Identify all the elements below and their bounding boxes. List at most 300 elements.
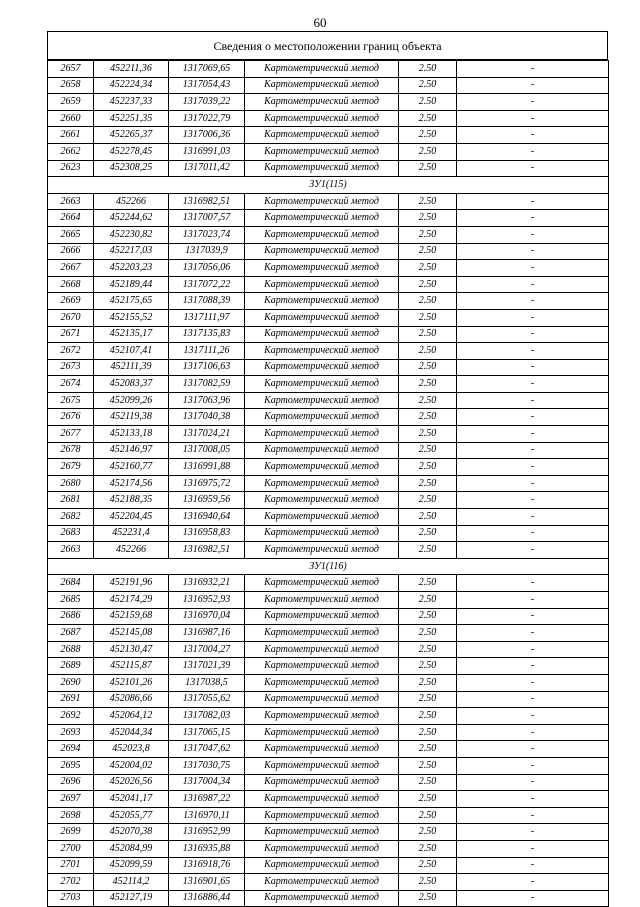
table-row [48, 276, 609, 293]
table-row [48, 542, 609, 559]
x-coordinate-cell: 452308,25 [94, 160, 169, 177]
accuracy-cell: 2.50 [399, 127, 457, 144]
description-cell: - [457, 674, 609, 691]
method-cell: Картометрический метод [245, 791, 399, 808]
method-cell: Картометрический метод [245, 359, 399, 376]
point-number-cell: 2666 [48, 243, 94, 260]
point-number-cell: 2697 [48, 791, 94, 808]
x-coordinate-cell: 452224,34 [94, 77, 169, 94]
accuracy-cell: 2.50 [399, 774, 457, 791]
table-row [48, 459, 609, 476]
method-cell: Картометрический метод [245, 426, 399, 443]
method-cell: Картометрический метод [245, 691, 399, 708]
accuracy-cell: 2.50 [399, 61, 457, 78]
method-cell: Картометрический метод [245, 658, 399, 675]
table-row [48, 376, 609, 393]
method-cell: Картометрический метод [245, 110, 399, 127]
y-coordinate-cell: 1317021,39 [169, 658, 245, 675]
accuracy-cell: 2.50 [399, 359, 457, 376]
table-row [48, 492, 609, 509]
point-number-cell: 2695 [48, 757, 94, 774]
description-cell: - [457, 857, 609, 874]
y-coordinate-cell: 1316970,11 [169, 807, 245, 824]
accuracy-cell: 2.50 [399, 625, 457, 642]
description-cell: - [457, 426, 609, 443]
y-coordinate-cell: 1317039,22 [169, 94, 245, 111]
method-cell: Картометрический метод [245, 392, 399, 409]
x-coordinate-cell: 452064,12 [94, 708, 169, 725]
point-number-cell: 2689 [48, 658, 94, 675]
accuracy-cell: 2.50 [399, 94, 457, 111]
point-number-cell: 2662 [48, 143, 94, 160]
description-cell: - [457, 343, 609, 360]
description-cell: - [457, 542, 609, 559]
table-row [48, 724, 609, 741]
x-coordinate-cell: 452278,45 [94, 143, 169, 160]
table-row [48, 426, 609, 443]
y-coordinate-cell: 1317063,96 [169, 392, 245, 409]
description-cell: - [457, 724, 609, 741]
method-cell: Картометрический метод [245, 774, 399, 791]
y-coordinate-cell: 1317055,62 [169, 691, 245, 708]
description-cell: - [457, 210, 609, 227]
method-cell: Картометрический метод [245, 674, 399, 691]
x-coordinate-cell: 452083,37 [94, 376, 169, 393]
table-row [48, 392, 609, 409]
y-coordinate-cell: 1317065,15 [169, 724, 245, 741]
x-coordinate-cell: 452188,35 [94, 492, 169, 509]
point-number-cell: 2691 [48, 691, 94, 708]
description-cell: - [457, 226, 609, 243]
point-number-cell: 2680 [48, 475, 94, 492]
accuracy-cell: 2.50 [399, 525, 457, 542]
x-coordinate-cell: 452230,82 [94, 226, 169, 243]
description-cell: - [457, 392, 609, 409]
description-cell: - [457, 143, 609, 160]
point-number-cell: 2688 [48, 641, 94, 658]
x-coordinate-cell: 452070,38 [94, 824, 169, 841]
y-coordinate-cell: 1317082,03 [169, 708, 245, 725]
accuracy-cell: 2.50 [399, 293, 457, 310]
table-row [48, 309, 609, 326]
point-number-cell: 2696 [48, 774, 94, 791]
description-cell: - [457, 575, 609, 592]
table-row [48, 890, 609, 907]
y-coordinate-cell: 1317030,75 [169, 757, 245, 774]
accuracy-cell: 2.50 [399, 243, 457, 260]
method-cell: Картометрический метод [245, 343, 399, 360]
method-cell: Картометрический метод [245, 857, 399, 874]
accuracy-cell: 2.50 [399, 426, 457, 443]
x-coordinate-cell: 452211,36 [94, 61, 169, 78]
accuracy-cell: 2.50 [399, 674, 457, 691]
description-cell: - [457, 260, 609, 277]
y-coordinate-cell: 1316958,83 [169, 525, 245, 542]
coordinates-table-body [48, 61, 609, 907]
table-row [48, 674, 609, 691]
method-cell: Картометрический метод [245, 326, 399, 343]
x-coordinate-cell: 452231,4 [94, 525, 169, 542]
accuracy-cell: 2.50 [399, 210, 457, 227]
accuracy-cell: 2.50 [399, 691, 457, 708]
point-number-cell: 2658 [48, 77, 94, 94]
point-number-cell: 2693 [48, 724, 94, 741]
x-coordinate-cell: 452041,17 [94, 791, 169, 808]
point-number-cell: 2686 [48, 608, 94, 625]
description-cell: - [457, 509, 609, 526]
y-coordinate-cell: 1316991,03 [169, 143, 245, 160]
method-cell: Картометрический метод [245, 94, 399, 111]
point-number-cell: 2679 [48, 459, 94, 476]
x-coordinate-cell: 452107,41 [94, 343, 169, 360]
description-cell: - [457, 276, 609, 293]
method-cell: Картометрический метод [245, 641, 399, 658]
point-number-cell: 2702 [48, 874, 94, 891]
accuracy-cell: 2.50 [399, 575, 457, 592]
method-cell: Картометрический метод [245, 840, 399, 857]
table-row [48, 210, 609, 227]
description-cell: - [457, 293, 609, 310]
x-coordinate-cell: 452266 [94, 542, 169, 559]
accuracy-cell: 2.50 [399, 475, 457, 492]
method-cell: Картометрический метод [245, 509, 399, 526]
y-coordinate-cell: 1317088,39 [169, 293, 245, 310]
y-coordinate-cell: 1317004,27 [169, 641, 245, 658]
x-coordinate-cell: 452244,62 [94, 210, 169, 227]
description-cell: - [457, 658, 609, 675]
x-coordinate-cell: 452101,26 [94, 674, 169, 691]
method-cell: Картометрический метод [245, 459, 399, 476]
accuracy-cell: 2.50 [399, 226, 457, 243]
point-number-cell: 2682 [48, 509, 94, 526]
x-coordinate-cell: 452189,44 [94, 276, 169, 293]
accuracy-cell: 2.50 [399, 392, 457, 409]
table-row [48, 94, 609, 111]
description-cell: - [457, 77, 609, 94]
table-row [48, 774, 609, 791]
method-cell: Картометрический метод [245, 492, 399, 509]
point-number-cell: 2664 [48, 210, 94, 227]
accuracy-cell: 2.50 [399, 276, 457, 293]
x-coordinate-cell: 452159,68 [94, 608, 169, 625]
point-number-cell: 2703 [48, 890, 94, 907]
y-coordinate-cell: 1317004,34 [169, 774, 245, 791]
document-frame [47, 31, 608, 907]
method-cell: Картометрический метод [245, 824, 399, 841]
point-number-cell: 2660 [48, 110, 94, 127]
point-number-cell: 2699 [48, 824, 94, 841]
table-row [48, 160, 609, 177]
description-cell: - [457, 94, 609, 111]
method-cell: Картометрический метод [245, 276, 399, 293]
accuracy-cell: 2.50 [399, 110, 457, 127]
x-coordinate-cell: 452130,47 [94, 641, 169, 658]
description-cell: - [457, 608, 609, 625]
point-number-cell: 2684 [48, 575, 94, 592]
point-number-cell: 2675 [48, 392, 94, 409]
point-number-cell: 2659 [48, 94, 94, 111]
method-cell: Картометрический метод [245, 127, 399, 144]
method-cell: Картометрический метод [245, 890, 399, 907]
y-coordinate-cell: 1317007,57 [169, 210, 245, 227]
y-coordinate-cell: 1317022,79 [169, 110, 245, 127]
x-coordinate-cell: 452217,03 [94, 243, 169, 260]
x-coordinate-cell: 452026,56 [94, 774, 169, 791]
accuracy-cell: 2.50 [399, 542, 457, 559]
x-coordinate-cell: 452175,65 [94, 293, 169, 310]
y-coordinate-cell: 1317047,62 [169, 741, 245, 758]
point-number-cell: 2667 [48, 260, 94, 277]
y-coordinate-cell: 1317023,74 [169, 226, 245, 243]
y-coordinate-cell: 1317106,63 [169, 359, 245, 376]
y-coordinate-cell: 1316987,16 [169, 625, 245, 642]
point-number-cell: 2670 [48, 309, 94, 326]
y-coordinate-cell: 1317006,36 [169, 127, 245, 144]
x-coordinate-cell: 452111,39 [94, 359, 169, 376]
x-coordinate-cell: 452055,77 [94, 807, 169, 824]
y-coordinate-cell: 1317038,5 [169, 674, 245, 691]
point-number-cell: 2694 [48, 741, 94, 758]
y-coordinate-cell: 1316952,93 [169, 592, 245, 609]
accuracy-cell: 2.50 [399, 608, 457, 625]
table-row [48, 359, 609, 376]
point-number-cell: 2701 [48, 857, 94, 874]
description-cell: - [457, 757, 609, 774]
table-row [48, 741, 609, 758]
table-row [48, 243, 609, 260]
x-coordinate-cell: 452099,59 [94, 857, 169, 874]
x-coordinate-cell: 452023,8 [94, 741, 169, 758]
table-row [48, 61, 609, 78]
method-cell: Картометрический метод [245, 143, 399, 160]
y-coordinate-cell: 1316918,76 [169, 857, 245, 874]
table-row [48, 293, 609, 310]
accuracy-cell: 2.50 [399, 741, 457, 758]
point-number-cell: 2692 [48, 708, 94, 725]
method-cell: Картометрический метод [245, 575, 399, 592]
description-cell: - [457, 708, 609, 725]
point-number-cell: 2661 [48, 127, 94, 144]
accuracy-cell: 2.50 [399, 309, 457, 326]
table-row [48, 475, 609, 492]
accuracy-cell: 2.50 [399, 724, 457, 741]
description-cell: - [457, 741, 609, 758]
description-cell: - [457, 641, 609, 658]
method-cell: Картометрический метод [245, 210, 399, 227]
method-cell: Картометрический метод [245, 260, 399, 277]
point-number-cell: 2669 [48, 293, 94, 310]
method-cell: Картометрический метод [245, 525, 399, 542]
table-row [48, 193, 609, 210]
y-coordinate-cell: 1317111,97 [169, 309, 245, 326]
x-coordinate-cell: 452237,33 [94, 94, 169, 111]
description-cell: - [457, 193, 609, 210]
y-coordinate-cell: 1316959,56 [169, 492, 245, 509]
table-row [48, 127, 609, 144]
description-cell: - [457, 326, 609, 343]
accuracy-cell: 2.50 [399, 641, 457, 658]
point-number-cell: 2668 [48, 276, 94, 293]
x-coordinate-cell: 452127,19 [94, 890, 169, 907]
method-cell: Картометрический метод [245, 724, 399, 741]
method-cell: Картометрический метод [245, 243, 399, 260]
method-cell: Картометрический метод [245, 61, 399, 78]
point-number-cell: 2685 [48, 592, 94, 609]
accuracy-cell: 2.50 [399, 807, 457, 824]
table-row [48, 592, 609, 609]
y-coordinate-cell: 1316935,88 [169, 840, 245, 857]
description-cell: - [457, 774, 609, 791]
accuracy-cell: 2.50 [399, 708, 457, 725]
x-coordinate-cell: 452084,99 [94, 840, 169, 857]
x-coordinate-cell: 452174,29 [94, 592, 169, 609]
accuracy-cell: 2.50 [399, 376, 457, 393]
accuracy-cell: 2.50 [399, 143, 457, 160]
point-number-cell: 2690 [48, 674, 94, 691]
x-coordinate-cell: 452119,38 [94, 409, 169, 426]
accuracy-cell: 2.50 [399, 890, 457, 907]
table-row [48, 525, 609, 542]
accuracy-cell: 2.50 [399, 160, 457, 177]
table-row [48, 343, 609, 360]
description-cell: - [457, 874, 609, 891]
y-coordinate-cell: 1317054,43 [169, 77, 245, 94]
y-coordinate-cell: 1316982,51 [169, 193, 245, 210]
x-coordinate-cell: 452265,37 [94, 127, 169, 144]
y-coordinate-cell: 1317082,59 [169, 376, 245, 393]
table-row [48, 641, 609, 658]
point-number-cell: 2687 [48, 625, 94, 642]
coordinates-table [47, 60, 609, 907]
x-coordinate-cell: 452004,02 [94, 757, 169, 774]
page-number: 60 [313, 15, 327, 30]
accuracy-cell: 2.50 [399, 509, 457, 526]
x-coordinate-cell: 452099,26 [94, 392, 169, 409]
y-coordinate-cell: 1316991,88 [169, 459, 245, 476]
method-cell: Картометрический метод [245, 874, 399, 891]
description-cell: - [457, 110, 609, 127]
point-number-cell: 2657 [48, 61, 94, 78]
description-cell: - [457, 592, 609, 609]
description-cell: - [457, 61, 609, 78]
description-cell: - [457, 309, 609, 326]
method-cell: Картометрический метод [245, 226, 399, 243]
y-coordinate-cell: 1316940,64 [169, 509, 245, 526]
y-coordinate-cell: 1317008,05 [169, 442, 245, 459]
accuracy-cell: 2.50 [399, 193, 457, 210]
description-cell: - [457, 625, 609, 642]
description-cell: - [457, 890, 609, 907]
y-coordinate-cell: 1317039,9 [169, 243, 245, 260]
description-cell: - [457, 824, 609, 841]
section-header-row [48, 177, 609, 194]
y-coordinate-cell: 1316901,65 [169, 874, 245, 891]
method-cell: Картометрический метод [245, 608, 399, 625]
point-number-cell: 2683 [48, 525, 94, 542]
method-cell: Картометрический метод [245, 376, 399, 393]
y-coordinate-cell: 1316975,72 [169, 475, 245, 492]
description-cell: - [457, 127, 609, 144]
accuracy-cell: 2.50 [399, 409, 457, 426]
x-coordinate-cell: 452114,2 [94, 874, 169, 891]
point-number-cell: 2681 [48, 492, 94, 509]
method-cell: Картометрический метод [245, 807, 399, 824]
description-cell: - [457, 409, 609, 426]
table-row [48, 143, 609, 160]
description-cell: - [457, 459, 609, 476]
description-cell: - [457, 243, 609, 260]
y-coordinate-cell: 1317056,06 [169, 260, 245, 277]
description-cell: - [457, 492, 609, 509]
point-number-cell: 2672 [48, 343, 94, 360]
y-coordinate-cell: 1316987,22 [169, 791, 245, 808]
x-coordinate-cell: 452155,52 [94, 309, 169, 326]
x-coordinate-cell: 452133,18 [94, 426, 169, 443]
accuracy-cell: 2.50 [399, 343, 457, 360]
x-coordinate-cell: 452115,87 [94, 658, 169, 675]
description-cell: - [457, 475, 609, 492]
method-cell: Картометрический метод [245, 625, 399, 642]
table-row [48, 857, 609, 874]
method-cell: Картометрический метод [245, 309, 399, 326]
method-cell: Картометрический метод [245, 741, 399, 758]
point-number-cell: 2671 [48, 326, 94, 343]
y-coordinate-cell: 1316970,04 [169, 608, 245, 625]
method-cell: Картометрический метод [245, 293, 399, 310]
x-coordinate-cell: 452203,23 [94, 260, 169, 277]
accuracy-cell: 2.50 [399, 492, 457, 509]
point-number-cell: 2665 [48, 226, 94, 243]
accuracy-cell: 2.50 [399, 857, 457, 874]
method-cell: Картометрический метод [245, 475, 399, 492]
table-row [48, 824, 609, 841]
accuracy-cell: 2.50 [399, 326, 457, 343]
table-row [48, 77, 609, 94]
table-row [48, 791, 609, 808]
description-cell: - [457, 160, 609, 177]
x-coordinate-cell: 452191,96 [94, 575, 169, 592]
description-cell: - [457, 525, 609, 542]
method-cell: Картометрический метод [245, 442, 399, 459]
y-coordinate-cell: 1316952,99 [169, 824, 245, 841]
accuracy-cell: 2.50 [399, 791, 457, 808]
x-coordinate-cell: 452044,34 [94, 724, 169, 741]
description-cell: - [457, 807, 609, 824]
table-row [48, 840, 609, 857]
point-number-cell: 2674 [48, 376, 94, 393]
table-row [48, 757, 609, 774]
table-row [48, 110, 609, 127]
method-cell: Картометрический метод [245, 542, 399, 559]
table-row [48, 807, 609, 824]
y-coordinate-cell: 1317111,26 [169, 343, 245, 360]
method-cell: Картометрический метод [245, 757, 399, 774]
y-coordinate-cell: 1316886,44 [169, 890, 245, 907]
table-row [48, 874, 609, 891]
x-coordinate-cell: 452160,77 [94, 459, 169, 476]
table-row [48, 442, 609, 459]
method-cell: Картометрический метод [245, 708, 399, 725]
x-coordinate-cell: 452204,45 [94, 509, 169, 526]
y-coordinate-cell: 1317011,42 [169, 160, 245, 177]
accuracy-cell: 2.50 [399, 442, 457, 459]
method-cell: Картометрический метод [245, 77, 399, 94]
table-row [48, 691, 609, 708]
section-label: ЗУ1(115) [48, 177, 609, 194]
point-number-cell: 2673 [48, 359, 94, 376]
description-cell: - [457, 691, 609, 708]
x-coordinate-cell: 452174,56 [94, 475, 169, 492]
